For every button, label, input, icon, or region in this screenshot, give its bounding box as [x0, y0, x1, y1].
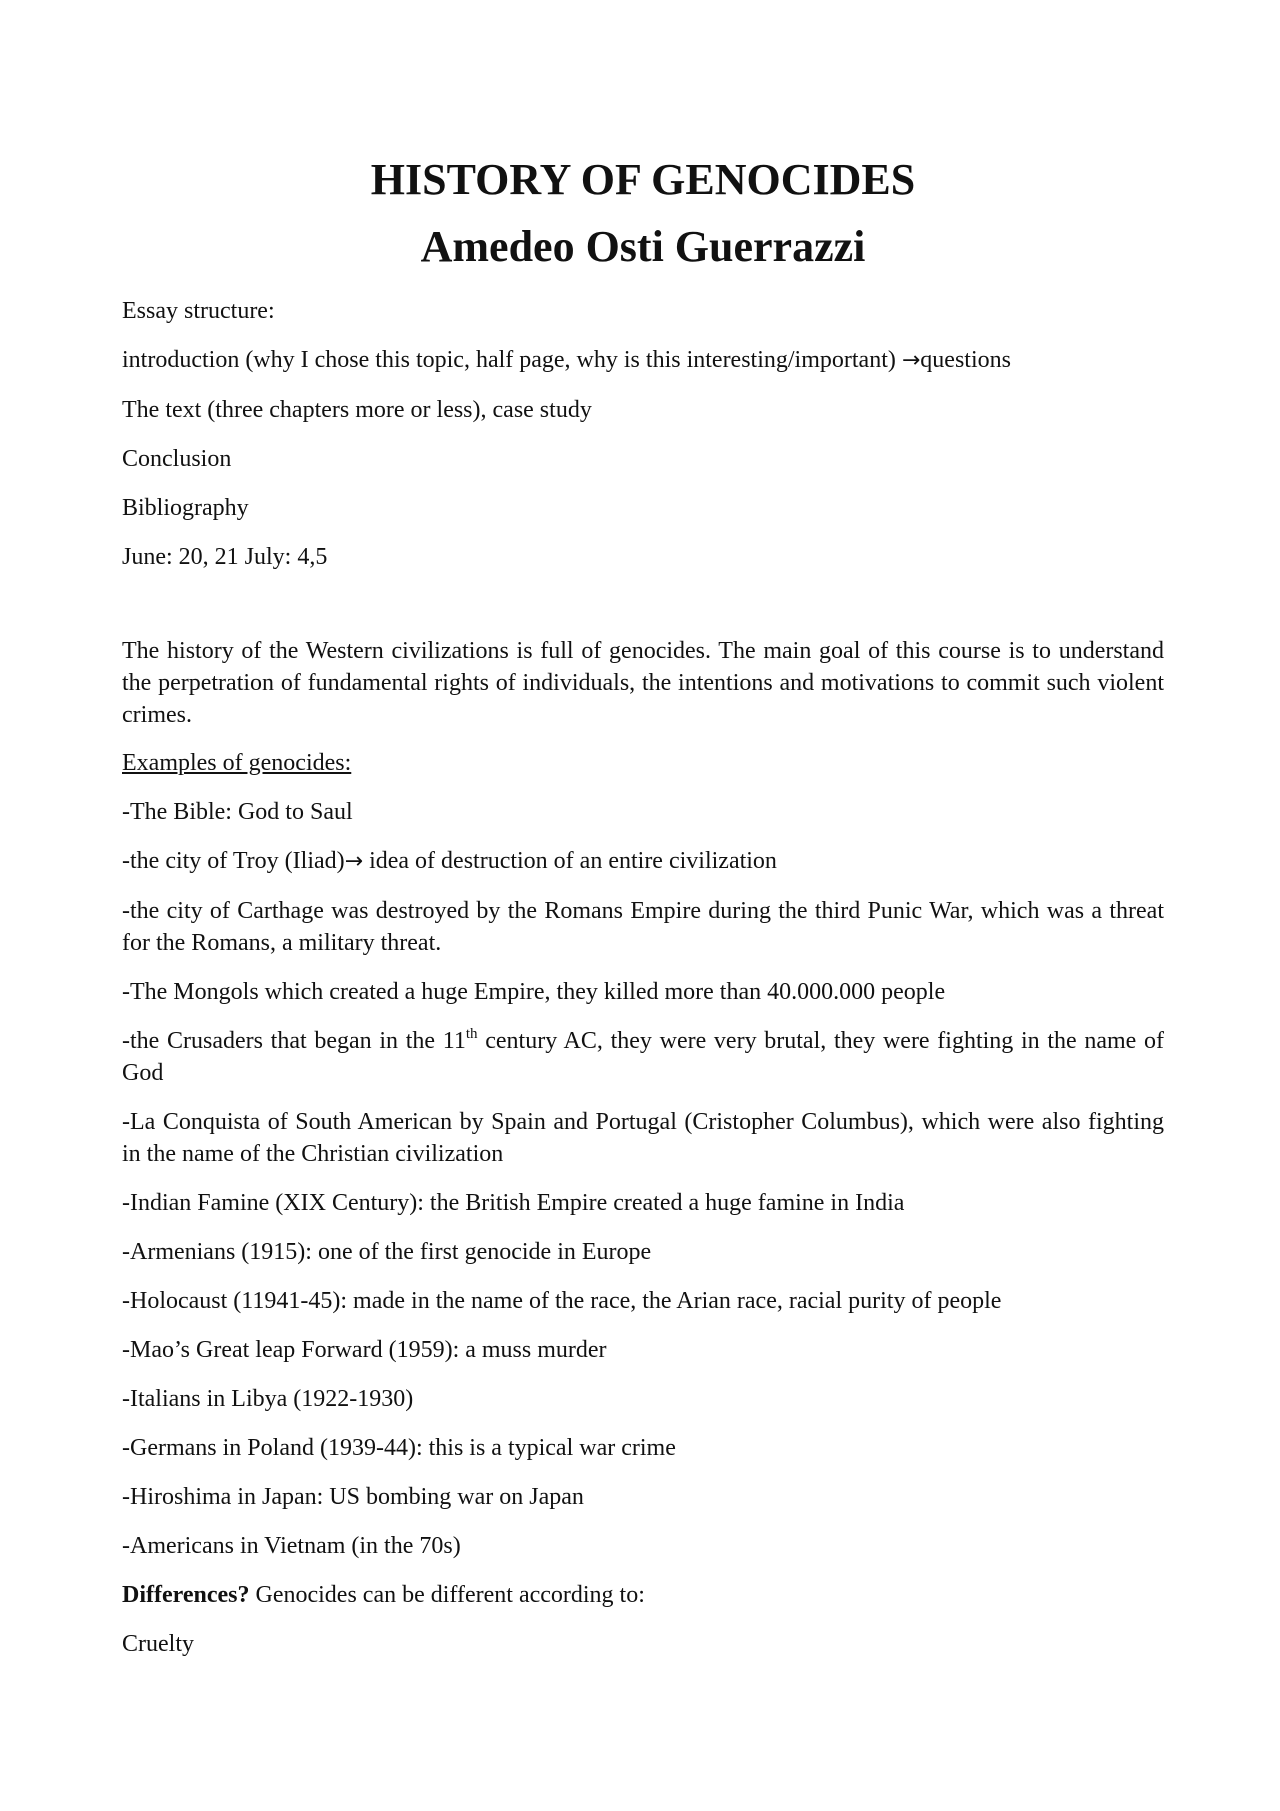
- example-libya: -Italians in Libya (1922-1930): [122, 1386, 414, 1412]
- example-armenians: -Armenians (1915): one of the first genocide in Europe: [122, 1239, 652, 1265]
- examples-heading: Examples of genocides:: [122, 750, 352, 776]
- cruelty-item: Cruelty: [122, 1631, 194, 1657]
- document-title: HISTORY OF GENOCIDES: [370, 155, 916, 204]
- structure-item-introduction: [122, 344, 1164, 377]
- arrow-right-icon: →: [344, 849, 364, 874]
- example-poland: -Germans in Poland (1939-44): this is a typical war crime: [122, 1435, 676, 1461]
- example-crusaders-tail: century AC, they were very brutal, they were fighting in the name of God: [122, 1028, 1165, 1086]
- example-conquista: -La Conquista of South American by Spain and Portugal (Cristopher Columbus), which were also fighting in the name of the Christian civilization: [122, 1109, 1164, 1167]
- differences-line: [122, 1579, 1164, 1611]
- structure-item-text: The text (three chapters more or less), case study: [122, 397, 592, 423]
- example-indian-famine: -Indian Famine (XIX Century): the British Empire created a huge famine in India: [122, 1190, 905, 1216]
- example-crusaders-text: -the Crusaders that began in the 11: [122, 1028, 466, 1054]
- intro-paragraph: The history of the Western civilizations is full of genocides. The main goal of this course is to understand the perpetration of fundamental rights of individuals, the intentions and motivations to commit such violent crimes.: [122, 638, 1164, 728]
- example-troy-text: -the city of Troy (Iliad): [122, 848, 345, 874]
- document-body: [122, 150, 1164, 1660]
- example-mongols: -The Mongols which created a huge Empire, they killed more than 40.000.000 people: [122, 979, 946, 1005]
- example-mao: -Mao’s Great leap Forward (1959): a muss murder: [122, 1337, 607, 1363]
- example-vietnam: -Americans in Vietnam (in the 70s): [122, 1533, 461, 1559]
- example-troy-tail: idea of destruction of an entire civilization: [363, 848, 777, 874]
- example-carthage: -the city of Carthage was destroyed by the Romans Empire during the third Punic War, which was a threat for the Romans, a military threat.: [122, 898, 1164, 956]
- differences-text: Genocides can be different according to:: [249, 1582, 645, 1608]
- differences-label: Differences?: [122, 1582, 250, 1608]
- example-bible: -The Bible: God to Saul: [122, 799, 353, 825]
- structure-item-dates: June: 20, 21 July: 4,5: [122, 544, 328, 570]
- example-crusaders: [122, 1025, 1164, 1089]
- example-holocaust: -Holocaust (11941-45): made in the name of the race, the Arian race, racial purity of people: [122, 1288, 1002, 1314]
- structure-item-bibliography: Bibliography: [122, 495, 249, 521]
- example-hiroshima: -Hiroshima in Japan: US bombing war on Japan: [122, 1484, 584, 1510]
- arrow-right-icon: →: [901, 348, 921, 373]
- example-crusaders-superscript: th: [465, 1026, 478, 1042]
- structure-heading: Essay structure:: [122, 298, 275, 324]
- structure-item-introduction-text: introduction (why I chose this topic, half page, why is this interesting/important): [122, 347, 902, 373]
- example-troy: [122, 845, 1164, 878]
- structure-item-conclusion: Conclusion: [122, 446, 232, 472]
- structure-item-introduction-tail: questions: [920, 347, 1011, 373]
- document-author: Amedeo Osti Guerrazzi: [420, 222, 866, 271]
